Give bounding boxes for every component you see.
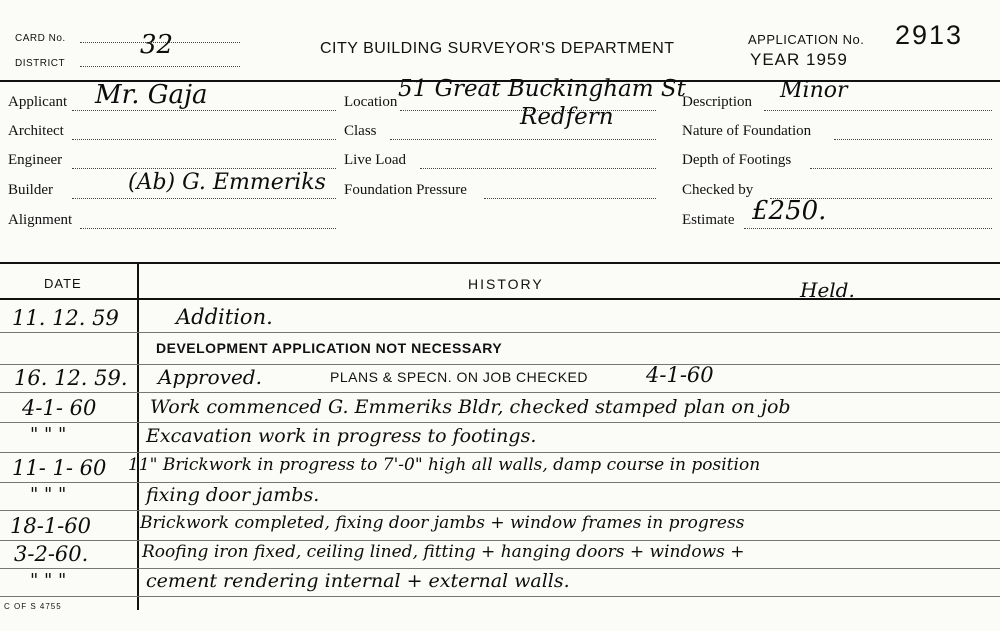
row-line (0, 568, 1000, 569)
live-load-label: Live Load (344, 152, 407, 168)
history-header-line (0, 298, 1000, 300)
location-value: 51 Great Buckingham St (398, 76, 686, 102)
card-no-label: CARD No. (15, 33, 66, 44)
entry-text: Approved. (158, 365, 262, 389)
entry-date: 11- 1- 60 (12, 456, 107, 480)
location-suburb-value: Redfern (520, 104, 614, 130)
application-no-value: 2913 (895, 20, 964, 50)
entry-text: 11" Brickwork in progress to 7'-0" high all walls, damp course in position (128, 455, 761, 475)
held-annotation: Held. (800, 278, 855, 302)
row-line (0, 510, 1000, 511)
entry-text: Brickwork completed, fixing door jambs + window frames in progress (140, 513, 745, 533)
estimate-line (744, 228, 992, 229)
row-line (0, 364, 1000, 365)
applicant-label: Applicant (8, 94, 68, 110)
depth-line (810, 168, 992, 169)
entry-date: " " " (30, 424, 67, 445)
row-line (0, 540, 1000, 541)
form-number: C OF S 4755 (4, 602, 62, 611)
checked-by-label: Checked by (682, 182, 754, 198)
estimate-value: £250. (752, 196, 827, 226)
architect-line (72, 139, 336, 140)
estimate-label: Estimate (682, 212, 735, 228)
row-line (0, 452, 1000, 453)
entry-text: Roofing iron fixed, ceiling lined, fitting + hanging doors + windows + (142, 542, 745, 562)
live-load-line (420, 168, 656, 169)
foundation-pressure-line (484, 198, 656, 199)
depth-of-footings-label: Depth of Footings (682, 152, 792, 168)
date-column-header: DATE (44, 276, 82, 291)
engineer-label: Engineer (8, 152, 63, 168)
entry-date: " " " (30, 484, 67, 505)
nature-of-foundation-label: Nature of Foundation (682, 123, 812, 139)
fields-divider (0, 262, 1000, 264)
entry-date: 4-1- 60 (22, 396, 97, 420)
entry-text: Addition. (176, 305, 273, 329)
year-label: YEAR 1959 (750, 50, 848, 69)
row-line (0, 596, 1000, 597)
row-line (0, 482, 1000, 483)
entry-date: 18-1-60 (10, 514, 91, 538)
entry-typed: DEVELOPMENT APPLICATION NOT NECESSARY (156, 340, 503, 356)
builder-value: (Ab) G. Emmeriks (128, 170, 326, 195)
builder-line (72, 198, 336, 199)
entry-text: cement rendering internal + external walls. (146, 570, 570, 592)
engineer-line (72, 168, 336, 169)
location-label: Location (344, 94, 398, 110)
history-column-header: HISTORY (468, 276, 544, 292)
date-column-divider (137, 264, 139, 610)
applicant-value: Mr. Gaja (95, 80, 208, 110)
entry-date: 16. 12. 59. (14, 366, 128, 390)
row-line (0, 422, 1000, 423)
entry-typed: PLANS & SPECN. ON JOB CHECKED (330, 369, 589, 385)
description-label: Description (682, 94, 752, 110)
nature-line (834, 139, 992, 140)
entry-date: 11. 12. 59 (12, 306, 119, 330)
class-label: Class (344, 123, 377, 139)
applicant-line (72, 110, 336, 111)
row-line (0, 392, 1000, 393)
description-line (764, 110, 992, 111)
description-value: Minor (780, 78, 848, 103)
entry-date: 3-2-60. (14, 542, 89, 566)
entry-check-date: 4-1-60 (646, 363, 714, 387)
row-line (0, 332, 1000, 333)
application-no-label: APPLICATION No. (748, 32, 865, 47)
district-line (80, 66, 240, 67)
district-value: 32 (140, 30, 174, 60)
architect-label: Architect (8, 123, 64, 139)
district-label: DISTRICT (15, 58, 66, 69)
alignment-line (80, 228, 336, 229)
entry-date: " " " (30, 570, 67, 591)
entry-text: Excavation work in progress to footings. (146, 425, 537, 447)
foundation-pressure-label: Foundation Pressure (344, 182, 467, 198)
alignment-label: Alignment (8, 212, 73, 228)
class-line (390, 139, 656, 140)
entry-text: fixing door jambs. (146, 484, 320, 506)
builder-label: Builder (8, 182, 53, 198)
department-title: CITY BUILDING SURVEYOR'S DEPARTMENT (320, 40, 675, 57)
entry-text: Work commenced G. Emmeriks Bldr, checked stamped plan on job (150, 396, 791, 418)
